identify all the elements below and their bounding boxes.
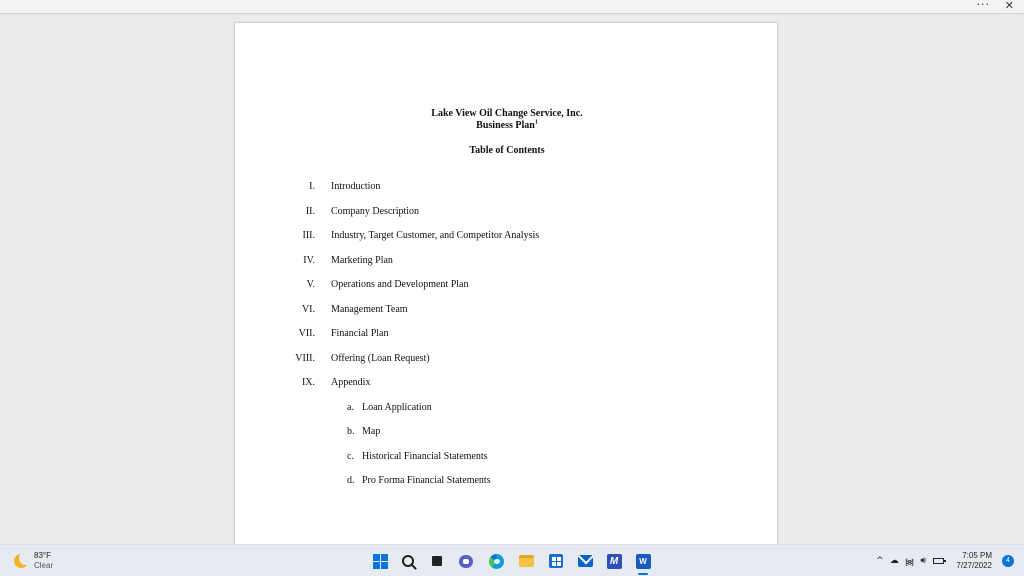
- toc-item: [235, 304, 779, 318]
- close-icon[interactable]: ✕: [1004, 0, 1014, 12]
- toc-number: II.: [305, 206, 315, 217]
- plan-title: [235, 120, 779, 131]
- task-view-icon[interactable]: [429, 553, 445, 569]
- onedrive-icon[interactable]: ☁: [889, 556, 899, 566]
- toc-item: [235, 279, 779, 293]
- appendix-letter: b.: [347, 426, 355, 437]
- toc-label: Operations and Development Plan: [331, 279, 469, 290]
- clock[interactable]: [956, 551, 992, 571]
- appendix-label: Historical Financial Statements: [362, 451, 488, 462]
- plan-title-text: Business Plan: [476, 120, 535, 131]
- appendix-label: Map: [362, 426, 381, 437]
- appendix-item: [235, 426, 779, 440]
- toc-number: IX.: [301, 377, 315, 388]
- appendix-item: [235, 451, 779, 465]
- pen-app-letter: M: [607, 554, 622, 569]
- toc-number: III.: [302, 230, 315, 241]
- clock-time: 7:05 PM: [962, 551, 992, 560]
- appendix-letter: c.: [347, 451, 354, 462]
- word-icon[interactable]: [635, 553, 651, 569]
- active-app-indicator: [638, 573, 648, 575]
- volume-icon[interactable]: 🔊︎: [920, 556, 926, 566]
- pen-app-icon[interactable]: [606, 553, 622, 569]
- file-explorer-icon[interactable]: [518, 553, 534, 569]
- toc-label: Company Description: [331, 206, 420, 217]
- start-icon[interactable]: [372, 553, 388, 569]
- company-name: Lake View Oil Change Service, Inc.: [431, 108, 583, 119]
- store-icon[interactable]: [548, 553, 564, 569]
- moon-icon: [14, 554, 28, 568]
- toc-label: Offering (Loan Request): [331, 353, 430, 364]
- notification-badge[interactable]: 4: [1002, 555, 1014, 567]
- toc-number: V.: [306, 279, 315, 290]
- chat-icon[interactable]: [458, 553, 474, 569]
- toc-item: [235, 377, 779, 391]
- toc-item: [235, 206, 779, 220]
- toc-label: Marketing Plan: [331, 255, 393, 266]
- weather-temperature: 83°F: [34, 551, 51, 560]
- document-page: [234, 22, 778, 544]
- system-tray: [870, 553, 944, 569]
- footnote-mark[interactable]: 1: [534, 119, 538, 126]
- toc-number: VI.: [301, 304, 315, 315]
- toc-label: Appendix: [331, 377, 371, 388]
- toc-label: Industry, Target Customer, and Competitor Analysis: [331, 230, 540, 241]
- chevron-up-icon[interactable]: ^: [876, 556, 884, 566]
- search-icon[interactable]: [400, 553, 416, 569]
- mail-icon[interactable]: [577, 553, 593, 569]
- more-options-icon[interactable]: ···: [976, 0, 990, 11]
- appendix-label: Pro Forma Financial Statements: [362, 475, 491, 486]
- toc-item: [235, 181, 779, 195]
- toc-item: [235, 353, 779, 367]
- toc-label: Introduction: [331, 181, 381, 192]
- toc-number: VII.: [298, 328, 315, 339]
- toc-heading: Table of Contents: [469, 145, 545, 156]
- word-letter: W: [636, 554, 651, 569]
- appendix-letter: a.: [347, 402, 354, 413]
- toc-number: VIII.: [295, 353, 315, 364]
- weather-condition: Clear: [34, 561, 54, 570]
- toc-item: [235, 230, 779, 244]
- wifi-icon[interactable]: ᯼: [904, 557, 915, 568]
- toc-item: [235, 255, 779, 269]
- edge-icon[interactable]: [488, 553, 504, 569]
- appendix-item: [235, 402, 779, 416]
- appendix-item: [235, 475, 779, 489]
- clock-date: 7/27/2022: [956, 561, 992, 570]
- taskbar: [0, 544, 1024, 576]
- appendix-letter: d.: [347, 475, 355, 486]
- document-viewer[interactable]: [0, 15, 1024, 544]
- battery-icon[interactable]: [933, 558, 944, 564]
- appendix-label: Loan Application: [362, 402, 432, 413]
- toc-number: I.: [309, 181, 315, 192]
- toc-number: IV.: [303, 255, 315, 266]
- toc-item: [235, 328, 779, 342]
- toc-label: Financial Plan: [331, 328, 389, 339]
- viewer-title-bar: [0, 0, 1024, 14]
- toc-label: Management Team: [331, 304, 408, 315]
